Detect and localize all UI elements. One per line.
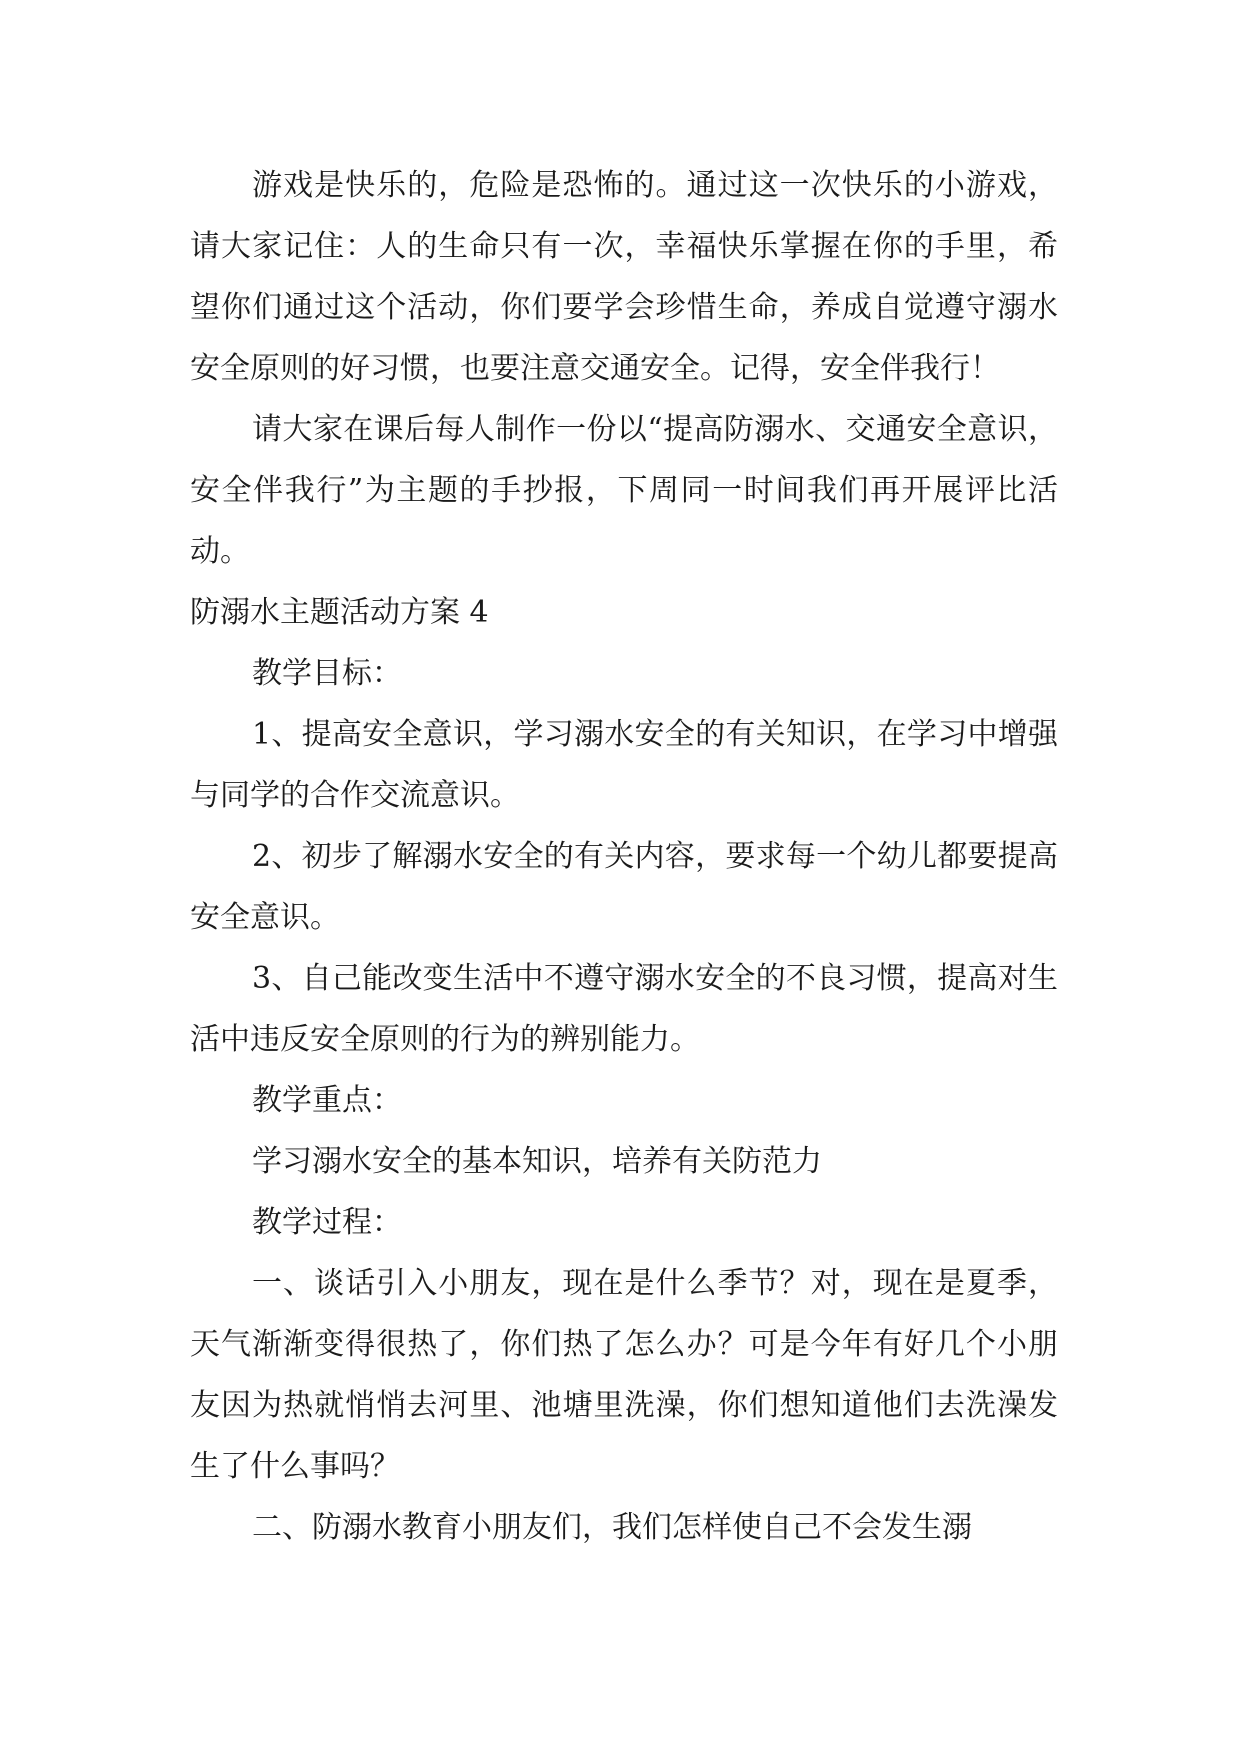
paragraph-goal-3: 3、自己能改变生活中不遵守溺水安全的不良习惯，提高对生活中违反安全原则的行为的辨别能力。 [190, 961, 1058, 1057]
paragraph-homework: 请大家在课后每人制作一份以“提高防溺水、交通安全意识，安全伴我行”为主题的手抄报，下周同一时间我们再开展评比活动。 [190, 412, 1058, 569]
section-heading: 防溺水主题活动方案 4 [190, 595, 489, 630]
paragraph-process-label: 教学过程： [252, 1205, 402, 1240]
paragraph-step-2: 二、防溺水教育小朋友们，我们怎样使自己不会发生溺 [252, 1510, 972, 1545]
paragraph-goal-1: 1、提高安全意识，学习溺水安全的有关知识，在学习中增强与同学的合作交流意识。 [190, 717, 1058, 813]
paragraph-key-points: 学习溺水安全的基本知识，培养有关防范力 [252, 1144, 822, 1179]
paragraph-teaching-goals-label: 教学目标： [252, 656, 402, 691]
paragraph-step-1: 一、谈话引入小朋友，现在是什么季节？对，现在是夏季，天气渐渐变得很热了，你们热了怎么办？可是今年有好几个小朋友因为热就悄悄去河里、池塘里洗澡，你们想知道他们去洗澡发生了什么事吗？ [190, 1266, 1058, 1484]
paragraph-goal-2: 2、初步了解溺水安全的有关内容，要求每一个幼儿都要提高安全意识。 [190, 839, 1058, 935]
document-page [190, 155, 1058, 1558]
paragraph-key-points-label: 教学重点： [252, 1083, 402, 1118]
paragraph-game-conclusion: 游戏是快乐的，危险是恐怖的。通过这一次快乐的小游戏，请大家记住：人的生命只有一次，幸福快乐掌握在你的手里，希望你们通过这个活动，你们要学会珍惜生命，养成自觉遵守溺水安全原则的好习惯，也要注意交通安全。记得，安全伴我行！ [190, 168, 1058, 386]
